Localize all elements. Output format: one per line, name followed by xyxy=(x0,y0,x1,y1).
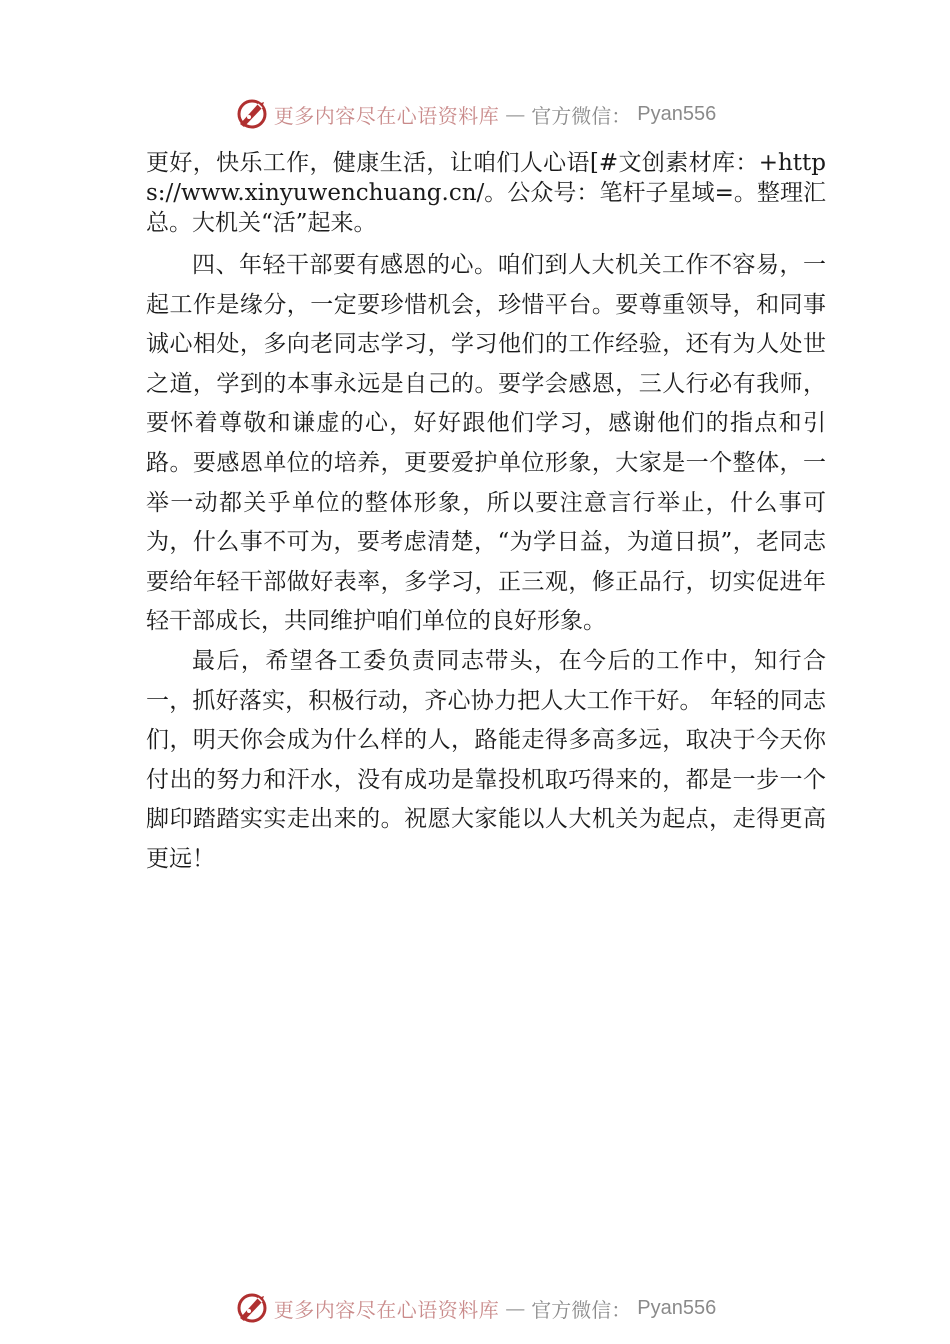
paragraph-continuation: 更好，快乐工作，健康生活，让咱们人心语[#文创素材库：+https://www.xinyuwenchuang.cn/。公众号：笔杆子星域=。整理汇总。大机关“活”起来。 xyxy=(146,150,826,236)
pen-logo-icon xyxy=(234,96,270,132)
banner-wechat-id: Pyan556 xyxy=(637,102,717,125)
banner-inner xyxy=(234,96,716,132)
paragraph-gratitude: 四、年轻干部要有感恩的心。咱们到人大机关工作不容易，一起工作是缘分，一定要珍惜机会，珍惜平台。要尊重领导，和同事诚心相处，多向老同志学习，学习他们的工作经验，还有为人处世之道，学到的本事永远是自己的。要学会感恩，三人行必有我师，要怀着尊敬和谦虚的心，好好跟他们学习，感谢他们的指点和引路。要感恩单位的培养，更要爱护单位形象，大家是一个整体，一举一动都关乎单位的整体形象，所以要注意言行举止，什么事可为，什么事不可为，要考虑清楚，“为学日益，为道日损”，老同志要给年轻干部做好表率，多学习，正三观，修正品行，切实促进年轻干部成长，共同维护咱们单位的良好形象。 xyxy=(146,252,826,635)
banner-wechat-label: 官方微信： xyxy=(531,103,632,128)
header-banner xyxy=(0,94,950,134)
banner-dash: — xyxy=(505,102,526,126)
paragraph-conclusion: 最后，希望各工委负责同志带头，在今后的工作中，知行合一，抓好落实，积极行动，齐心协力把人大工作干好。 年轻的同志们，明天你会成为什么样的人，路能走得多高多远，取决于今天你付出的努力和汗水，没有成功是靠投机取巧得来的，都是一步一个脚印踏踏实实走出来的。祝愿大家能以人大机关为起点，走得更高更远！ xyxy=(146,647,826,872)
banner-slogan: 更多内容尽在心语资料库 xyxy=(273,103,500,128)
banner-wechat-label: 官方微信： xyxy=(531,1297,632,1322)
document-body xyxy=(146,148,826,880)
banner-wechat-id: Pyan556 xyxy=(637,1296,717,1319)
banner-slogan: 更多内容尽在心语资料库 xyxy=(273,1297,500,1322)
pen-logo-icon xyxy=(234,1290,270,1326)
banner-inner xyxy=(234,1290,716,1326)
footer-banner xyxy=(0,1288,950,1328)
banner-dash: — xyxy=(505,1296,526,1320)
